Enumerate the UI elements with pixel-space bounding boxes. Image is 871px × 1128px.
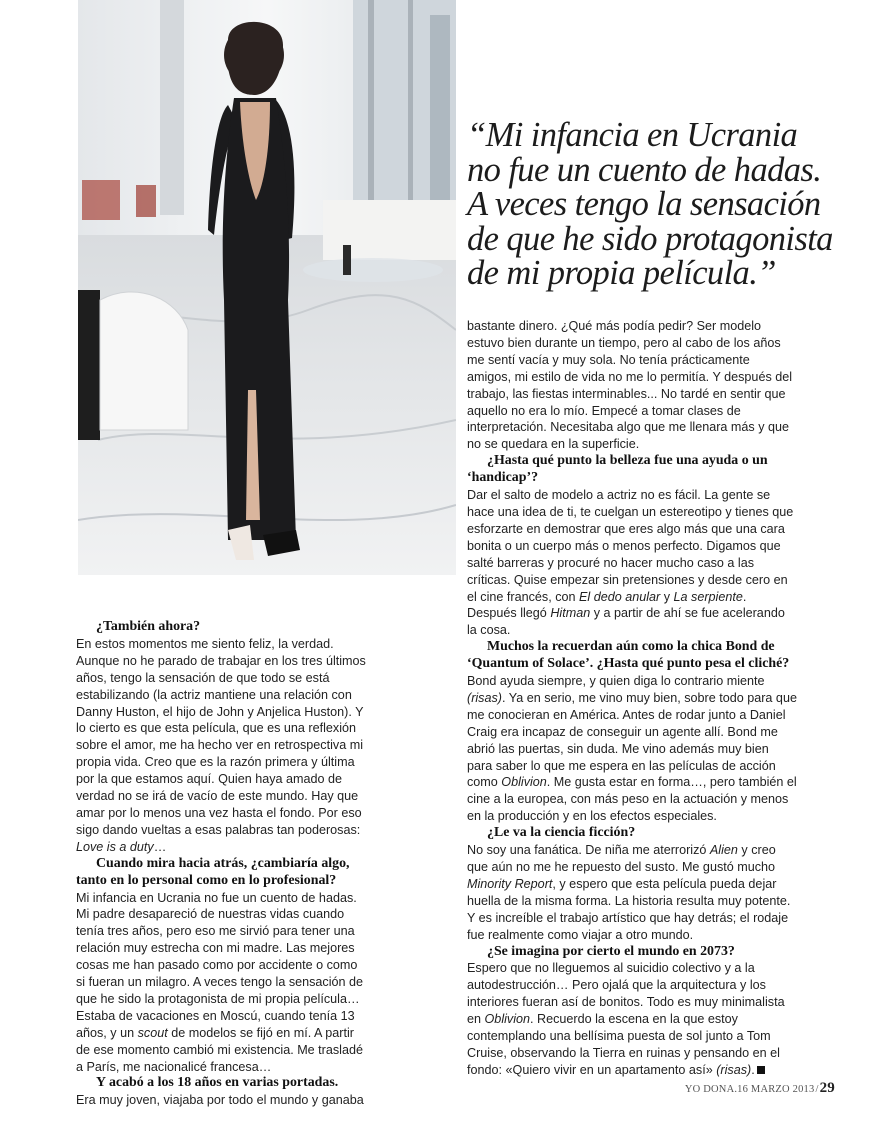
interview-question: Cuando mira hacia atrás, ¿cambiaría algo, tanto en lo personal como en lo profesional? — [76, 855, 350, 888]
footer-separator: / — [815, 1084, 819, 1095]
interview-answer: No soy una fanática. De niña me aterrorizó Alien y creo que aún no me he repuesto del susto. Me gustó mucho Minority Report, y espero que esta película pueda dejar huella de la misma forma. La historia resulta muy potente. Y es increíble el trabajo artístico que hay detrás; el rodaje fue realmente como viajar a otro mundo. — [467, 843, 791, 942]
magazine-name: YO DONA — [684, 1084, 735, 1095]
interview-answer: bastante dinero. ¿Qué más podía pedir? Ser modelo estuvo bien durante un tiempo, pero al cabo de los años me sentí vacía y muy sola. No tenía prácticamente amigos, mi estilo de vida no me lo permitía. Y después del trabajo, las fiestas interminables... No tardé en sentir que aquello no era lo mío. Empecé a tomar clases de interpretación. Necesitaba algo que me llenara más y que no se quedara en la superficie. — [467, 319, 793, 452]
interview-question: Y acabó a los 18 años en varias portadas. — [96, 1075, 339, 1091]
issue-date: .16 MARZO 2013 — [734, 1084, 815, 1095]
fashion-photo — [78, 0, 456, 575]
interview-question: ¿Se imagina por cierto el mundo en 2073? — [487, 943, 735, 959]
page-footer — [685, 1080, 835, 1097]
pull-quote-line: “Mi infancia en Ucrania — [467, 116, 798, 154]
interview-answer: Bond ayuda siempre, y quien diga lo contrario miente (risas). Ya en serio, me vino muy bien, sobre todo para que me conocieran en América. Antes de rodar junto a Daniel Craig era incapaz de conseguir un agente allí. Bond me abrió las puertas, sin duda. Me vino además muy bien para saber lo que me espera en las películas de acción como Oblivion. Me gusta estar en forma…, pero también el cine a la europea, con más peso en la actuación y menos en la producción y en los efectos especiales. — [467, 674, 797, 824]
interview-question: ¿También ahora? — [96, 619, 201, 634]
pull-quote-line: A veces tengo la sensación — [467, 185, 821, 224]
interview-question: Muchos la recuerdan aún como la chica Bond de ‘Quantum of Solace’. ¿Hasta qué punto pesa el cliché? — [467, 639, 790, 672]
interview-answer: En estos momentos me siento feliz, la verdad. Aunque no he parado de trabajar en los tres últimos años, tengo la sensación de que todo se está estabilizando (la actriz mantiene una relación con Danny Huston, el hijo de John y Anjelica Huston). Y lo cierto es que esta película, que es una reflexión sobre el amor, me ha hecho ver en retrospectiva mi propia vida. Creo que es la razón primera y última por la que estamos aquí. Quien haya amado de verdad no se irá de vacío de este mundo. Hay que amar por lo menos una vez hasta el fondo. Por eso sigo dando vueltas a esas palabras tan poderosas: Love is a duty… — [76, 636, 366, 854]
page-number: 29 — [819, 1080, 835, 1096]
pull-quote-line: de que he sido protagonista — [467, 219, 833, 258]
interview-answer: Dar el salto de modelo a actriz no es fácil. La gente se hace una idea de ti, te cuelgan un estereotipo y tienes que esforzarte en demostrar que eres algo más que una cara bonita o un cuerpo más o menos perfecto. Digamos que salté barreras y procuré no hacer mucho caso a las críticas. Quise empezar sin pretensiones y desde cero en el cine francés, con El dedo anular y La serpiente. Después llegó Hitman y a partir de ahí se fue acelerando la cosa. — [467, 488, 794, 638]
interview-question: ¿Hasta qué punto la belleza fue una ayuda o un ‘handicap’? — [467, 453, 768, 486]
pull-quote-line: no fue un cuento de hadas. — [467, 150, 822, 189]
interview-answer: Mi infancia en Ucrania no fue un cuento de hadas. Mi padre desapareció de nuestras vidas cuando tenía tres años, pero eso me sirvió para tener una relación muy estrecha con mi madre. Las mejores cosas me han pasado como por accidente o como si fueran un milagro. A veces tengo la sensación de que he sido la protagonista de mi propia película… Estaba de vacaciones en Moscú, cuando tenía 13 años, y un scout de modelos se fijó en mí. A partir de ese momento cambió mi existencia. Me trasladé a París, me nacionalicé francesa… — [76, 890, 364, 1074]
interview-question: ¿Le va la ciencia ficción? — [487, 825, 636, 841]
interview-answer: Era muy joven, viajaba por todo el mundo y ganaba — [76, 1093, 364, 1108]
pull-quote-line: de mi propia película.” — [467, 254, 776, 293]
end-of-article-icon — [757, 1066, 765, 1074]
article-column-left — [76, 619, 368, 1109]
interview-answer: Espero que no lleguemos al suicidio colectivo y a la autodestrucción… Pero ojalá que la arquitectura y los interiores fueran así de bonitos. Todo es muy minimalista en Oblivion. Recuerdo la escena en la que estoy contemplando una bellísima puesta de sol junto a Tom Cruise, observando la Tierra en ruinas y pensando en el fondo: «Quiero vivir en un apartamento así» (risas). — [467, 961, 785, 1077]
article-column-right — [467, 318, 797, 1079]
woman-in-black-dress-image — [78, 0, 456, 575]
pull-quote — [467, 118, 837, 291]
